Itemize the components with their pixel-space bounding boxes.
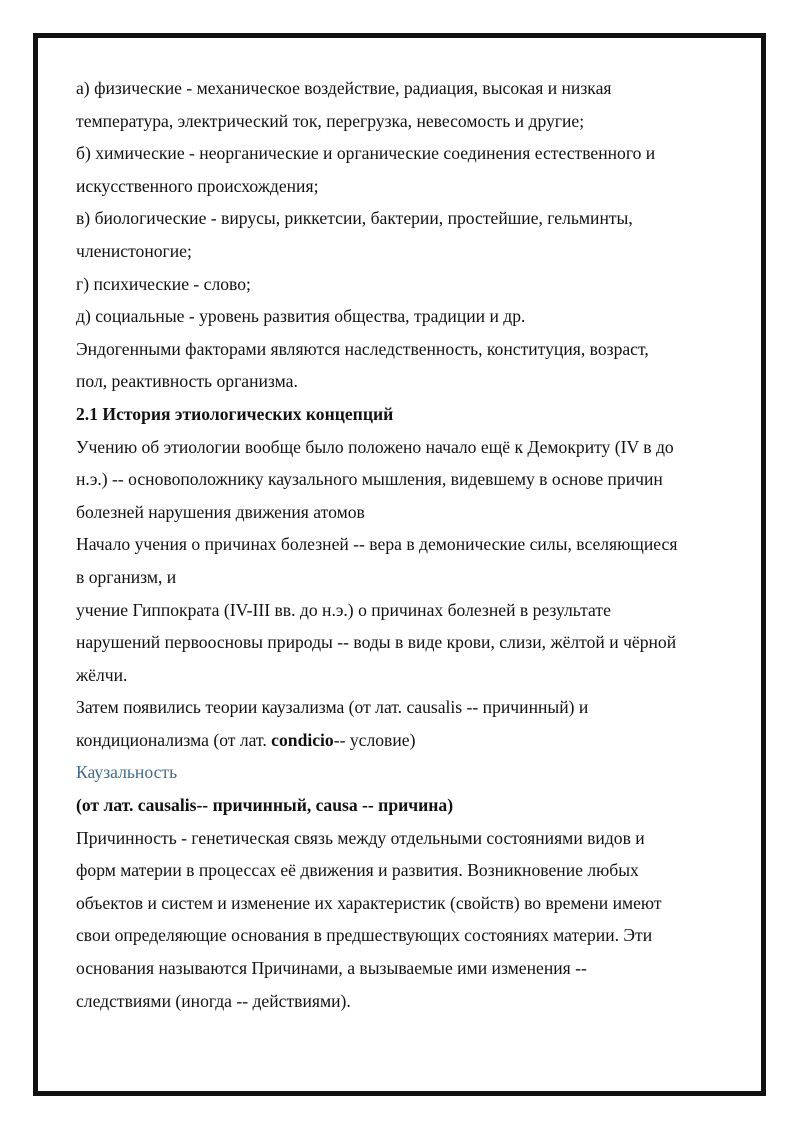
text-line [76, 561, 736, 594]
bold-text: (от лат. causalis-- причинный, causa -- причина) [76, 795, 454, 816]
text-line [76, 887, 736, 920]
text-line [76, 919, 736, 952]
text-segment: д) социальные - уровень развития общества, традиции и др. [76, 306, 526, 327]
text-segment: Эндогенными факторами являются наследственность, конституция, возраст, [76, 338, 649, 359]
text-line [76, 626, 736, 659]
text-segment: следствиями (иногда -- действиями). [76, 990, 351, 1011]
text-segment: жёлчи. [76, 664, 128, 685]
text-line [76, 985, 736, 1018]
text-line [76, 463, 736, 496]
section-heading [76, 398, 736, 431]
text-segment: Причинность - генетическая связь между отдельными состояниями видов и [76, 827, 645, 848]
text-segment: болезней нарушения движения атомов [76, 501, 365, 522]
text-segment: г) психические - слово; [76, 273, 251, 294]
text-line [76, 268, 736, 301]
text-segment: -- условие) [333, 729, 416, 750]
text-segment: искусственного происхождения; [76, 175, 319, 196]
text-segment: пол, реактивность организма. [76, 371, 298, 392]
text-line [76, 235, 736, 268]
text-segment: объектов и систем и изменение их характеристик (свойств) во времени имеют [76, 892, 662, 913]
text-segment: членистоногие; [76, 240, 192, 261]
text-line [76, 691, 736, 724]
section-heading [76, 789, 736, 822]
text-segment: форм материи в процессах её движения и развития. Возникновение любых [76, 860, 639, 881]
text-segment: свои определяющие основания в предшествующих состояниях материи. Эти [76, 925, 653, 946]
text-line [76, 594, 736, 627]
text-segment: Учению об этиологии вообще было положено начало ещё к Демокриту (IV в до [76, 436, 674, 457]
text-segment: а) физические - механическое воздействие, радиация, высокая и низкая [76, 78, 612, 98]
text-segment: Каузальность [76, 762, 178, 783]
text-segment: Затем появились теории каузализма (от лат. causalis -- причинный) и [76, 697, 589, 718]
text-segment: в организм, и [76, 566, 177, 587]
text-line [76, 170, 736, 203]
bold-text: condicio [271, 729, 334, 750]
text-line [76, 952, 736, 985]
text-segment: кондиционализма (от лат. [76, 729, 272, 750]
text-line [76, 365, 736, 398]
text-line [76, 822, 736, 855]
bold-text: 2.1 История этиологических концепций [76, 403, 394, 424]
text-segment: в) биологические - вирусы, риккетсии, бактерии, простейшие, гельминты, [76, 208, 633, 229]
text-line [76, 300, 736, 333]
text-segment: основания называются Причинами, а вызываемые ими изменения -- [76, 958, 587, 979]
text-segment: н.э.) -- основоположнику каузального мышления, видевшему в основе причин [76, 469, 663, 490]
text-line [76, 854, 736, 887]
text-line [76, 137, 736, 170]
text-segment: б) химические - неорганические и органические соединения естественного и [76, 143, 656, 164]
text-line [76, 431, 736, 464]
text-line [76, 659, 736, 692]
term-heading [76, 756, 736, 789]
text-line [76, 528, 736, 561]
text-segment: учение Гиппократа (IV-III вв. до н.э.) о причинах болезней в результате [76, 599, 611, 620]
document-body [76, 72, 736, 1017]
text-line [76, 105, 736, 138]
text-line [76, 496, 736, 529]
text-segment: температура, электрический ток, перегрузка, невесомость и другие; [76, 110, 585, 131]
text-line [76, 333, 736, 366]
text-line [76, 724, 736, 757]
text-segment: нарушений первоосновы природы -- воды в виде крови, слизи, жёлтой и чёрной [76, 632, 677, 653]
text-line [76, 72, 736, 105]
text-segment: Начало учения о причинах болезней -- вера в демонические силы, вселяющиеся [76, 534, 678, 555]
text-line [76, 202, 736, 235]
